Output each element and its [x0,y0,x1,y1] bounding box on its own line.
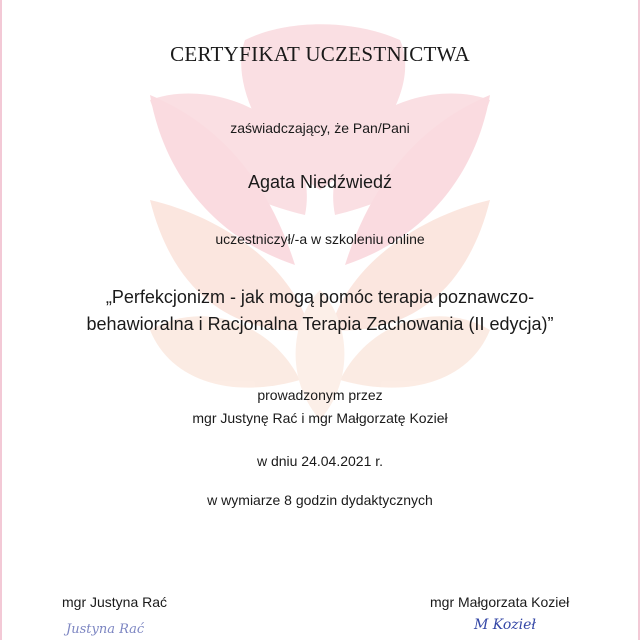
signatory-right-name: mgr Małgorzata Kozieł [430,594,570,610]
hours-text: w wymiarze 8 godzin dydaktycznych [207,492,433,508]
led-by-label: prowadzonym przez [257,387,383,403]
signature-left: Justyna Rać [66,622,145,637]
certificate-title: CERTYFIKAT UCZESTNICTWA [170,42,470,66]
signatory-left-name: mgr Justyna Rać [62,594,168,610]
date-text: w dniu 24.04.2021 r. [256,453,384,469]
instructors-text: mgr Justynę Rać i mgr Małgorzatę Kozieł [192,410,448,426]
participation-text: uczestniczył/-a w szkoleniu online [215,231,425,247]
participant-name: Agata Niedźwiedź [247,172,393,192]
course-title-line-1: „Perfekcjonizm - jak mogą pomóc terapia poznawczo- [105,287,535,307]
intro-text: zaświadczający, że Pan/Pani [230,120,410,136]
course-title-line-2: behawioralna i Racjonalna Terapia Zachowania (II edycja)” [86,314,554,334]
signature-right: M Kozieł [474,617,536,633]
